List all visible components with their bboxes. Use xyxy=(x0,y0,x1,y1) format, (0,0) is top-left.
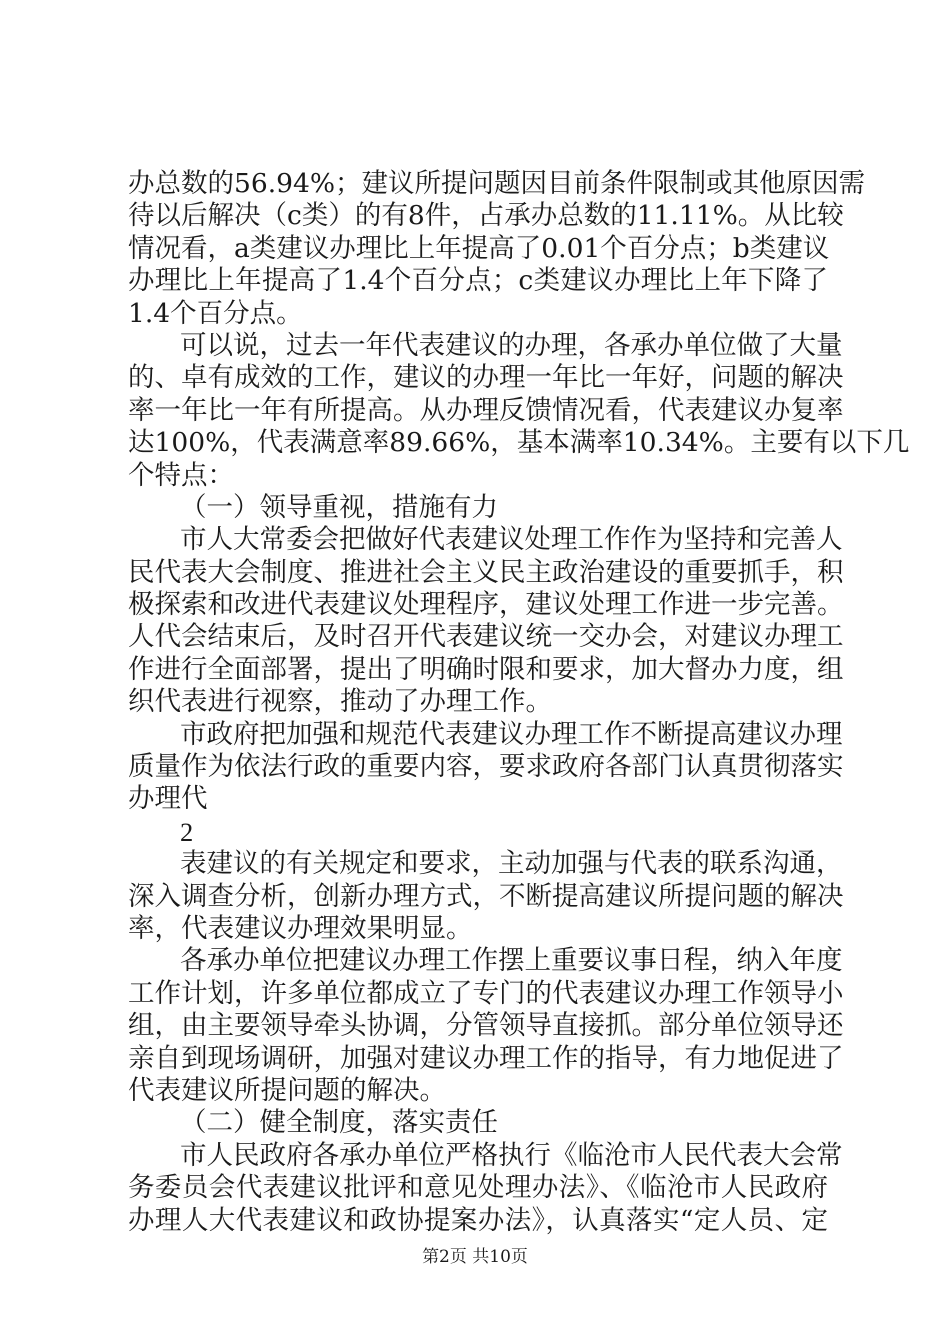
text-line: 各承办单位把建议办理工作摆上重要议事日程，纳入年度 xyxy=(180,945,843,977)
text-line: 质量作为依法行政的重要内容，要求政府各部门认真贯彻落实 xyxy=(128,751,844,783)
section-heading: （二）健全制度，落实责任 xyxy=(180,1107,498,1139)
text-line: 组，由主要领导牵头协调，分管领导直接抓。部分单位领导还 xyxy=(128,1010,844,1042)
text-line: 达100%，代表满意率89.66%，基本满率10.34%。主要有以下几 xyxy=(128,427,910,459)
text-line: 织代表进行视察，推动了办理工作。 xyxy=(128,686,552,718)
text-line: 市政府把加强和规范代表建议办理工作不断提高建议办理 xyxy=(180,718,843,750)
section-heading: （一）领导重视，措施有力 xyxy=(180,491,498,523)
text-line: 率一年比一年有所提高。从办理反馈情况看，代表建议办复率 xyxy=(128,394,844,426)
text-line: 率，代表建议办理效果明显。 xyxy=(128,912,473,944)
text-line: 表建议的有关规定和要求，主动加强与代表的联系沟通， xyxy=(180,848,843,880)
text-line: 情况看，a类建议办理比上年提高了0.01个百分点；b类建议 xyxy=(128,232,830,264)
text-line: 的、卓有成效的工作，建议的办理一年比一年好，问题的解决 xyxy=(128,362,844,394)
text-line: 办理代 xyxy=(128,783,208,815)
text-line: 亲自到现场调研，加强对建议办理工作的指导，有力地促进了 xyxy=(128,1042,844,1074)
text-line: 市人民政府各承办单位严格执行《临沧市人民代表大会常 xyxy=(180,1139,843,1171)
text-line: 务委员会代表建议批评和意见处理办法》、《临沧市人民政府 xyxy=(128,1172,828,1204)
text-line: 作进行全面部署，提出了明确时限和要求，加大督办力度，组 xyxy=(128,653,844,685)
text-line: 极探索和改进代表建议处理程序，建议处理工作进一步完善。 xyxy=(128,589,844,621)
inline-page-number: 2 xyxy=(180,816,194,847)
text-line: 办总数的56.94%；建议所提问题因目前条件限制或其他原因需 xyxy=(128,168,866,199)
text-line: 1.4个百分点。 xyxy=(128,297,303,329)
text-line: 人代会结束后，及时召开代表建议统一交办会，对建议办理工 xyxy=(128,621,844,653)
text-line: 深入调查分析，创新办理方式，不断提高建议所提问题的解决 xyxy=(128,880,844,912)
text-line: 办理人大代表建议和政协提案办法》，认真落实“定人员、定 xyxy=(128,1204,828,1236)
page-footer: 第2页 共10页 xyxy=(422,1247,528,1267)
text-line: 可以说，过去一年代表建议的办理，各承办单位做了大量 xyxy=(180,329,843,361)
document-body xyxy=(128,168,910,1237)
text-line: 待以后解决（c类）的有8件，占承办总数的11.11%。从比较 xyxy=(128,200,844,232)
text-line: 工作计划，许多单位都成立了专门的代表建议办理工作领导小 xyxy=(128,977,844,1009)
text-line: 个特点： xyxy=(128,459,234,491)
text-line: 办理比上年提高了1.4个百分点；c类建议办理比上年下降了 xyxy=(128,265,828,297)
text-line: 代表建议所提问题的解决。 xyxy=(128,1074,446,1106)
text-line: 民代表大会制度、推进社会主义民主政治建设的重要抓手，积 xyxy=(128,556,844,588)
text-line: 市人大常委会把做好代表建议处理工作作为坚持和完善人 xyxy=(180,524,843,556)
